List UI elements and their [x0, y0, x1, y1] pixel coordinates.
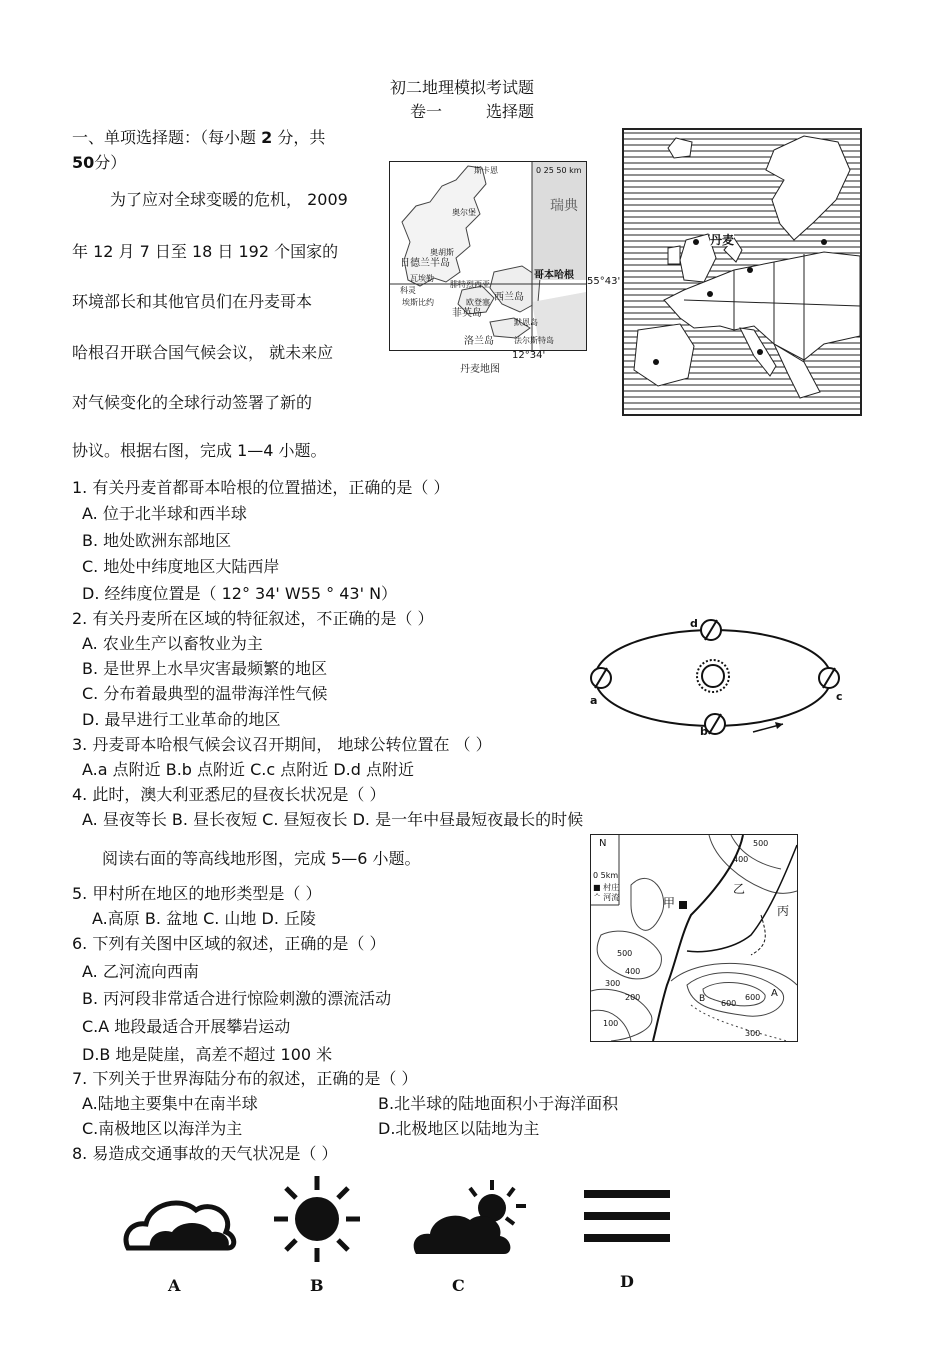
option: D.北极地区以陆地为主 — [378, 1119, 540, 1138]
denmark-coast — [390, 162, 586, 350]
elevation-label: 500 — [617, 949, 633, 958]
option: B. 地处欧洲东部地区 — [82, 531, 232, 550]
earth-orbit-diagram — [585, 614, 855, 744]
section-heading-text: 一、单项选择题：（每小题 — [72, 128, 257, 147]
section-heading — [72, 128, 325, 148]
place-label: 奥胡斯 — [430, 248, 454, 257]
option: B.北半球的陆地面积小于海洋面积 — [378, 1094, 619, 1113]
intro-line: 协议。根据右图，完成 1—4 小题。 — [72, 441, 327, 460]
elevation-label: 300 — [745, 1029, 761, 1038]
place-label: 法尔斯特岛 — [514, 336, 554, 345]
place-label: 埃斯比约 — [402, 298, 434, 307]
option: C. 地处中纬度地区大陆西岸 — [82, 557, 280, 576]
option: A. 乙河流向西南 — [82, 962, 199, 981]
question-stem: 2. 有关丹麦所在区域的特征叙述，不正确的是（ ） — [72, 609, 434, 628]
place-label: 默恩岛 — [514, 318, 538, 327]
elevation-label: 600 — [721, 999, 737, 1008]
elevation-label: 400 — [625, 967, 641, 976]
north-label: N — [599, 838, 607, 849]
weather-label-b: B — [310, 1276, 324, 1295]
elevation-label: 400 — [733, 855, 749, 864]
sweden-label: 瑞典 — [550, 198, 578, 214]
place-label: 瓦埃勒 — [410, 274, 434, 283]
europe-map-drawing — [624, 130, 860, 414]
orbit-label-d: d — [690, 617, 698, 630]
sun-icon — [697, 660, 729, 692]
question-stem: 6. 下列有关图中区域的叙述，正确的是（ ） — [72, 934, 386, 953]
scale-label: 0 5km — [593, 871, 619, 880]
intro-line: 对气候变化的全球行动签署了新的 — [72, 393, 313, 412]
place-label: 西兰岛 — [494, 292, 524, 303]
orbit-label-a: a — [590, 694, 598, 707]
earth-position-c — [819, 668, 839, 688]
option: C.A 地段最适合开展攀岩运动 — [82, 1017, 291, 1036]
point-a-label: A — [771, 988, 778, 999]
place-label: 科灵 — [400, 286, 416, 295]
river-yi-label: 乙 — [733, 882, 746, 896]
place-label: 斯卡恩 — [474, 166, 498, 175]
section-heading-mid: 分，共 — [277, 128, 326, 147]
elevation-label: 500 — [753, 839, 769, 848]
village-jia-label: 甲 — [663, 896, 676, 910]
question-stem: 8. 易造成交通事故的天气状况是（ ） — [72, 1144, 338, 1163]
contour-map — [590, 834, 798, 1042]
paper-part: 卷一 — [410, 102, 443, 121]
orbit-label-b: b — [700, 725, 708, 738]
intro-line: 哈根召开联合国气候会议， 就未来应 — [72, 343, 334, 362]
place-label: 欧登塞 — [466, 298, 490, 307]
question-stem: 1. 有关丹麦首都哥本哈根的位置描述，正确的是（ ） — [72, 478, 450, 497]
europe-map — [622, 128, 862, 416]
place-label: 菲英岛 — [452, 308, 482, 319]
map-caption: 丹麦地图 — [460, 364, 500, 375]
contour-lines — [591, 835, 797, 1041]
option: B. 丙河段非常适合进行惊险刺激的漂流活动 — [82, 989, 392, 1008]
option: A.a 点附近 B.b 点附近 C.c 点附近 D.d 点附近 — [82, 760, 414, 779]
scale-tick: 50 km — [556, 166, 582, 175]
place-label: 奥尔堡 — [452, 208, 476, 217]
intro-line: 环境部长和其他官员们在丹麦哥本 — [72, 292, 313, 311]
earth-position-b — [705, 714, 725, 734]
longitude-label: 12°34' — [512, 350, 546, 361]
section-heading-end: 分） — [94, 153, 127, 172]
question-stem: 7. 下列关于世界海陆分布的叙述，正确的是（ ） — [72, 1069, 418, 1088]
question-stem: 4. 此时，澳大利亚悉尼的昼夜长状况是（ ） — [72, 785, 386, 804]
scale-tick: 25 — [543, 166, 554, 175]
legend-village: ■ 村庄 — [593, 883, 620, 892]
weather-label-a: A — [168, 1276, 181, 1295]
intro-line: 为了应对全球变暖的危机， 2009 — [110, 190, 348, 209]
scale-tick: 0 — [536, 166, 542, 175]
denmark-label: 丹麦 — [710, 233, 735, 247]
map-scale — [536, 166, 582, 175]
fog-icon — [584, 1188, 674, 1248]
weather-label-c: C — [452, 1276, 465, 1295]
section-score: 2 — [261, 128, 273, 147]
question-stem: 3. 丹麦哥本哈根气候会议召开期间， 地球公转位置在 （ ） — [72, 735, 492, 754]
option: D. 最早进行工业革命的地区 — [82, 710, 281, 729]
earth-position-d — [701, 620, 721, 640]
paper-part-type: 选择题 — [486, 102, 535, 121]
page-title: 初二地理模拟考试题 — [390, 78, 535, 97]
intro-line: 年 12 月 7 日至 18 日 192 个国家的 — [72, 242, 339, 261]
elevation-label: 300 — [605, 979, 621, 988]
legend-river: ᄉ 河流 — [593, 893, 620, 902]
weather-label-d: D — [620, 1272, 634, 1291]
option: D.B 地是陡崖，高差不超过 100 米 — [82, 1045, 333, 1064]
option: A. 位于北半球和西半球 — [82, 504, 247, 523]
river-bing-label: 丙 — [777, 904, 790, 918]
elevation-label: 200 — [625, 993, 641, 1002]
point-b-label: B — [699, 994, 706, 1004]
place-label: 洛兰岛 — [464, 336, 494, 347]
latitude-label: 55°43' — [587, 276, 621, 287]
question-stem: 5. 甲村所在地区的地形类型是（ ） — [72, 884, 322, 903]
section-total: 50 — [72, 153, 95, 172]
capital-label: 哥本哈根 — [534, 270, 574, 281]
option: C. 分布着最典型的温带海洋性气候 — [82, 684, 328, 703]
reading-prompt: 阅读右面的等高线地形图，完成 5—6 小题。 — [102, 849, 421, 868]
option: A.陆地主要集中在南半球 — [82, 1094, 258, 1113]
orbit-label-c: c — [836, 690, 843, 703]
option: A. 农业生产以畜牧业为主 — [82, 634, 263, 653]
earth-position-a — [591, 668, 611, 688]
partly-cloudy-icon — [410, 1176, 550, 1266]
denmark-map — [389, 161, 587, 351]
place-label: 日德兰半岛 — [400, 258, 450, 269]
sunny-icon — [272, 1174, 362, 1264]
elevation-label: 100 — [603, 1019, 619, 1028]
option: D. 经纬度位置是（ 12° 34' W55 ° 43' N） — [82, 584, 398, 603]
option: B. 是世界上水旱灾害最频繁的地区 — [82, 659, 328, 678]
place-label: 腓特烈西亚 — [450, 280, 490, 289]
option: A. 昼夜等长 B. 昼长夜短 C. 昼短夜长 D. 是一年中昼最短夜最长的时候 — [82, 810, 584, 829]
elevation-label: 600 — [745, 993, 761, 1002]
section-total-line — [72, 153, 126, 173]
cloudy-icon — [120, 1190, 240, 1260]
option: C.南极地区以海洋为主 — [82, 1119, 243, 1138]
option: A.高原 B. 盆地 C. 山地 D. 丘陵 — [92, 909, 316, 928]
